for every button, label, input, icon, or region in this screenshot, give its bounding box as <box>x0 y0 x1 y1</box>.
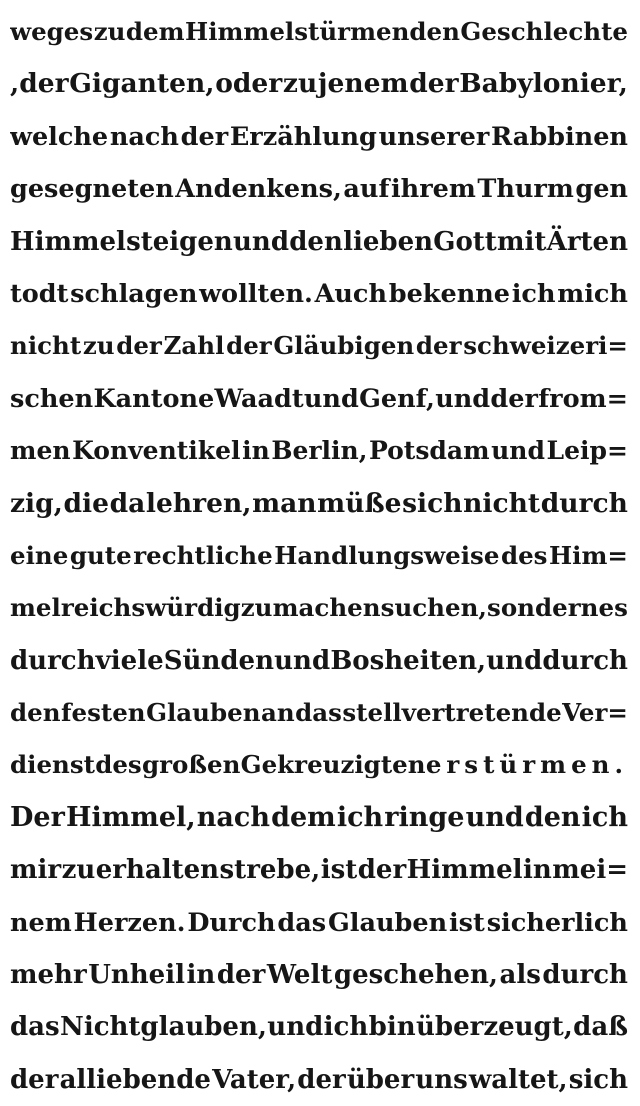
word: dem <box>125 17 185 46</box>
word: strebe, <box>219 855 321 886</box>
text-line <box>10 268 628 320</box>
word: sicherlich <box>486 907 628 938</box>
word: Gekreuzigten <box>240 750 426 780</box>
word: suchen, <box>380 593 487 623</box>
word: lehren, <box>145 487 252 519</box>
word: mei= <box>552 855 628 886</box>
word: ich <box>336 801 384 833</box>
text-line <box>10 1054 628 1106</box>
word: der <box>180 121 229 152</box>
word: schlagen <box>70 278 198 309</box>
word: zu <box>82 331 115 361</box>
word: Ver= <box>562 698 628 728</box>
word: bin <box>368 1012 416 1043</box>
word: nach <box>109 121 179 152</box>
word: nicht <box>463 487 541 519</box>
word: das <box>277 907 327 938</box>
word: den <box>524 801 581 833</box>
word: Ärten <box>546 226 628 257</box>
word: Himmel, <box>65 801 196 833</box>
word: sich <box>402 487 463 519</box>
word: und <box>274 645 331 676</box>
word: durch <box>540 487 628 519</box>
word: wollten. <box>199 278 313 309</box>
word: zig, <box>10 487 63 519</box>
text-line <box>10 635 628 687</box>
word: Bosheiten, <box>330 645 487 676</box>
word: mich <box>557 278 628 309</box>
word: Genf, <box>359 383 435 414</box>
word: Geschlechte <box>460 17 628 46</box>
word: ist <box>449 907 485 938</box>
word: eine <box>10 540 69 570</box>
word: es <box>598 593 628 623</box>
word: ringe <box>384 801 465 833</box>
word: Potsdam <box>369 436 490 466</box>
word: der <box>116 331 162 361</box>
word: würdig <box>145 593 241 623</box>
word: und <box>435 383 491 414</box>
word: Giganten, <box>69 68 215 100</box>
word: zu <box>240 593 273 623</box>
word: ist <box>320 855 358 886</box>
word: das <box>10 1012 60 1043</box>
word: ich <box>581 801 628 833</box>
word: zu <box>61 855 96 886</box>
word: Himmel <box>406 855 523 886</box>
word: dienst <box>10 750 95 780</box>
word: zu <box>93 17 126 46</box>
word: Zahl <box>163 331 225 361</box>
word: uns <box>415 1064 468 1095</box>
word: zu <box>282 68 318 100</box>
word: als <box>499 960 541 991</box>
text-line <box>10 949 628 1001</box>
word: Herzen. <box>73 907 186 938</box>
word: dem <box>271 801 336 833</box>
word: und <box>233 226 290 257</box>
word: Der <box>10 801 65 833</box>
word: der <box>415 331 462 361</box>
word: Leip= <box>546 436 628 466</box>
text-line <box>10 163 628 215</box>
word: Himmel <box>10 226 126 257</box>
word: über <box>346 1064 415 1095</box>
word: Gott <box>433 226 497 257</box>
word: melreichs <box>10 593 146 623</box>
word: sondern <box>487 593 599 623</box>
word: durch <box>542 645 628 676</box>
word: nicht <box>10 331 82 361</box>
word: und <box>303 383 359 414</box>
word: steigen <box>126 226 233 257</box>
word: sich <box>568 1064 628 1095</box>
word: Unheil <box>88 960 185 991</box>
body-text <box>10 6 628 1106</box>
word: Kantone <box>93 383 215 414</box>
word: nem <box>10 907 72 938</box>
word: der <box>357 855 407 886</box>
text-line <box>10 530 628 582</box>
word: daß <box>573 1012 628 1043</box>
word: den <box>289 226 343 257</box>
word: machen <box>272 593 381 623</box>
word: lieben <box>343 226 434 257</box>
word: Glauben <box>328 907 448 938</box>
word: geschehen, <box>333 960 498 991</box>
word: Babylonier, <box>459 68 628 100</box>
word: alliebende <box>59 1064 211 1095</box>
word: nach <box>196 801 270 833</box>
word: die <box>63 487 109 519</box>
word: Erzählung <box>229 121 377 152</box>
word: oder <box>215 68 283 100</box>
word: unserer <box>378 121 490 152</box>
word: überzeugt, <box>416 1012 573 1043</box>
word: men <box>10 436 71 466</box>
word: und <box>486 645 543 676</box>
word: stellvertretende <box>342 698 562 728</box>
text-line <box>10 425 628 477</box>
word: Thurm <box>477 174 574 205</box>
text-line <box>10 373 628 425</box>
word: Him= <box>549 540 628 570</box>
word: der <box>490 383 538 414</box>
word: den <box>10 698 61 728</box>
word: in <box>523 855 552 886</box>
word: Nichtglauben, <box>60 1012 267 1043</box>
word: und <box>465 801 524 833</box>
word: Himmelstürmenden <box>185 17 460 46</box>
word: auf <box>343 174 390 205</box>
word: gute <box>69 540 132 570</box>
word: Welt <box>266 960 333 991</box>
word: festen <box>60 698 146 728</box>
word: der <box>10 1064 59 1095</box>
word: und <box>491 436 545 466</box>
word: ich <box>511 278 556 309</box>
word: Auch <box>314 278 388 309</box>
word: der <box>297 1064 346 1095</box>
word: mir <box>10 855 62 886</box>
word: gesegneten <box>10 174 174 205</box>
word: der <box>226 331 272 361</box>
word: mehr <box>10 960 87 991</box>
word: Sünden <box>163 645 274 676</box>
word: Durch <box>187 907 276 938</box>
word: man <box>252 487 317 519</box>
text-line <box>10 897 628 949</box>
word: der <box>216 960 266 991</box>
word: Berlin, <box>271 436 368 466</box>
text-line <box>10 1001 628 1053</box>
word: an <box>260 698 295 728</box>
word: Handlungsweise <box>274 540 500 570</box>
word: mit <box>497 226 547 257</box>
word: todt <box>10 278 69 309</box>
word: das <box>295 698 342 728</box>
text-line <box>10 687 628 739</box>
text-line <box>10 58 628 110</box>
word: und <box>267 1012 324 1043</box>
word: großen <box>142 750 241 780</box>
word: Konventikel <box>72 436 241 466</box>
word: bekenne <box>388 278 510 309</box>
text-line <box>10 6 628 58</box>
word: der <box>409 68 459 100</box>
word: in <box>186 960 216 991</box>
word: erhalten <box>95 855 220 886</box>
text-line <box>10 216 628 268</box>
word: müße <box>317 487 402 519</box>
word: viele <box>95 645 164 676</box>
word: ,der <box>10 68 69 100</box>
word: schweizeri= <box>463 331 628 361</box>
text-line <box>10 478 628 530</box>
word: waltet, <box>468 1064 568 1095</box>
word: Glauben <box>146 698 261 728</box>
text-line <box>10 582 628 634</box>
word: weges <box>10 17 94 46</box>
text-line <box>10 792 628 844</box>
text-line <box>10 739 628 791</box>
word: gen <box>575 174 628 205</box>
text-line <box>10 111 628 163</box>
word: des <box>95 750 142 780</box>
word: Vater, <box>212 1064 297 1095</box>
word: from= <box>538 383 628 414</box>
word: Waadt <box>214 383 304 414</box>
word: ich <box>323 1012 369 1043</box>
word: Rabbinen <box>491 121 628 152</box>
word: des <box>500 540 548 570</box>
text-line <box>10 320 628 372</box>
word: Andenkens, <box>175 174 342 205</box>
text-line <box>10 844 628 896</box>
word: erstürmen. <box>425 750 628 780</box>
word: in <box>242 436 270 466</box>
word: welche <box>10 121 109 152</box>
word: rechtliche <box>133 540 273 570</box>
word: Gläubigen <box>273 331 415 361</box>
word: durch <box>542 960 628 991</box>
word: durch <box>10 645 96 676</box>
word: ihrem <box>390 174 476 205</box>
word: jenem <box>317 68 409 100</box>
word: schen <box>10 383 94 414</box>
word: da <box>109 487 146 519</box>
